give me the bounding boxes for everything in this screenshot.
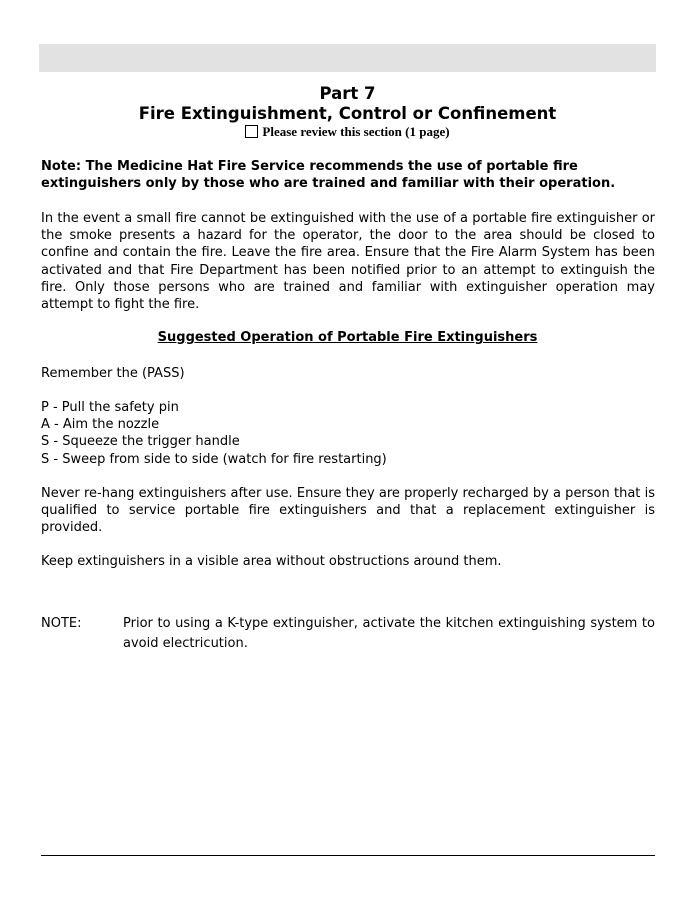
visible-area-paragraph: Keep extinguishers in a visible area without obstructions around them. — [41, 554, 502, 569]
review-line — [0, 124, 695, 140]
review-checkbox[interactable] — [245, 125, 258, 138]
pass-step-squeeze: S - Squeeze the trigger handle — [41, 434, 240, 450]
pass-step-aim: A - Aim the nozzle — [41, 417, 160, 433]
pass-step-pull: P - Pull the safety pin — [41, 400, 179, 415]
footer-rule — [41, 855, 655, 856]
part-title: Part 7 — [319, 84, 376, 103]
rehang-paragraph: Never re-hang extinguishers after use. Ensure they are properly recharged by a person that is qualified to service portable fire extinguishers and that a replacement extinguisher is provided. — [41, 486, 655, 536]
section-title: Fire Extinguishment, Control or Confinement — [138, 104, 557, 123]
remember-line: Remember the (PASS) — [41, 366, 185, 381]
note-label: NOTE: — [41, 616, 82, 631]
pass-step-sweep: S - Sweep from side to side (watch for fire restarting) — [41, 451, 387, 467]
subheading: Suggested Operation of Portable Fire Extinguishers — [157, 330, 538, 345]
header-bar — [39, 44, 656, 72]
event-paragraph: In the event a small fire cannot be extinguished with the use of a portable fire extinguisher or the smoke presents a hazard for the operator, the door to the area should be closed to confine and contain the fire. Leave the fire area. Ensure that the Fire Alarm System has been activated and that Fire Department has been notified prior to an attempt to extinguish the fire. Only those persons who are trained and familiar with extinguisher operation may attempt to fight the fire. — [41, 211, 655, 313]
trained-note-paragraph: Note: The Medicine Hat Fire Service recommends the use of portable fire extinguishers only by those who are trained and familiar with their operation. — [41, 159, 616, 192]
note-text: Prior to using a K-type extinguisher, activate the kitchen extinguishing system to avoid electricution. — [123, 616, 655, 651]
pass-list — [41, 399, 387, 468]
review-label: Please review this section (1 page) — [262, 124, 450, 139]
